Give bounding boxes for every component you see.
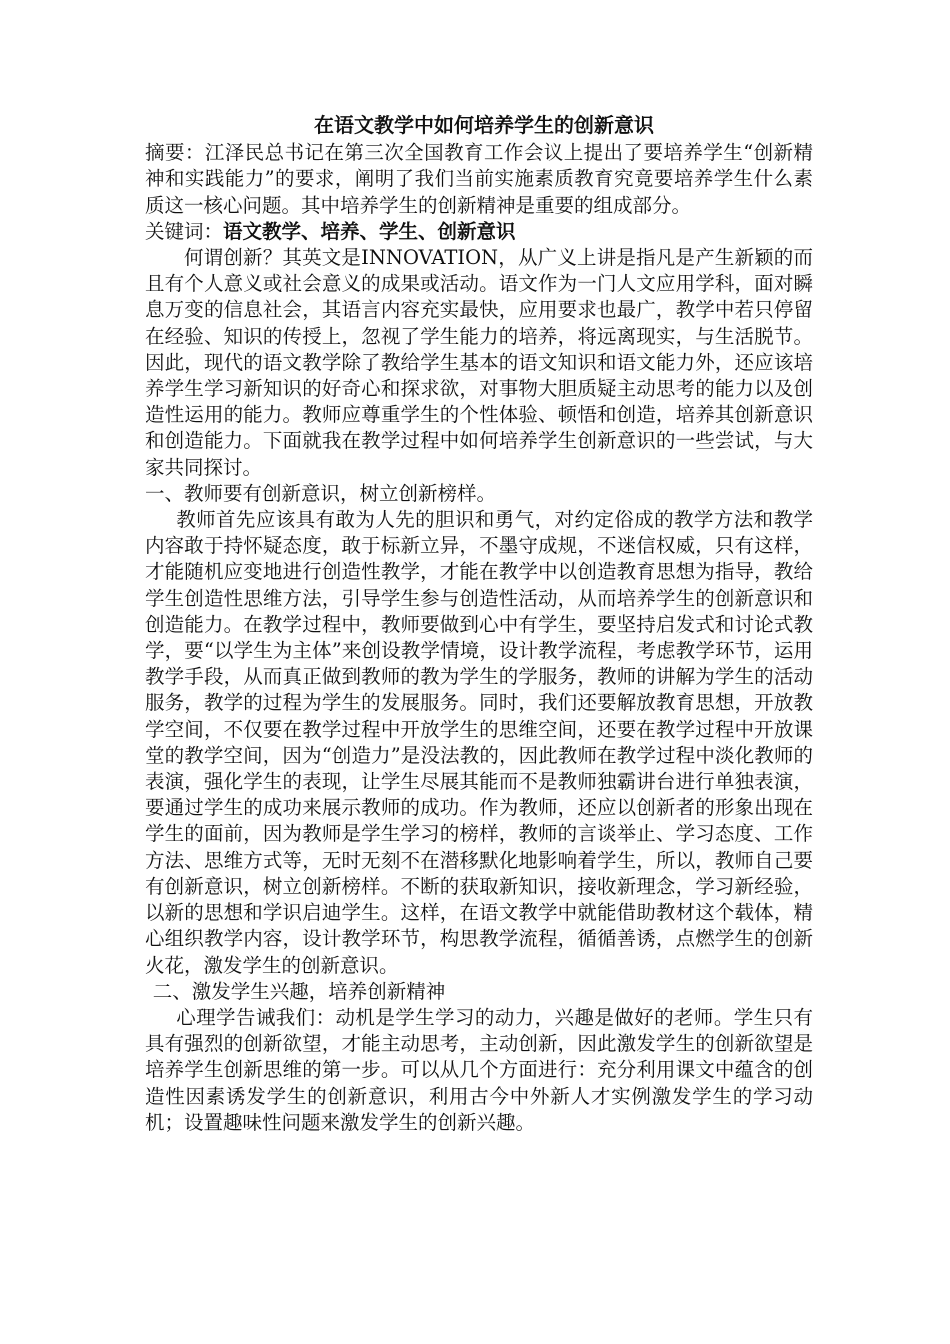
keywords-line — [145, 219, 813, 245]
document-page — [145, 112, 813, 1136]
intro-paragraph: 何谓创新？其英文是INNOVATION，从广义上讲是指凡是产生新颖的而且有个人意义或社会意义的成果或活动。语文作为一门人文应用学科，面对瞬息万变的信息社会，其语言内容充实最快，应用要求也最广，教学中若只停留在经验、知识的传授上，忽视了学生能力的培养，将远离现实，与生活脱节。因此，现代的语文教学除了教给学生基本的语文知识和语文能力外，还应该培养学生学习新知识的好奇心和探求欲，对事物大胆质疑主动思考的能力以及创造性运用的能力。教师应尊重学生的个性体验、顿悟和创造，培养其创新意识和创造能力。下面就我在教学过程中如何培养学生创新意识的一些尝试，与大家共同探讨。 — [145, 246, 813, 479]
document-title: 在语文教学中如何培养学生的创新意识 — [314, 113, 654, 137]
section2-heading: 二、激发学生兴趣，培养创新精神 — [152, 979, 446, 1003]
section1-body: 教师首先应该具有敢为人先的胆识和勇气，对约定俗成的教学方法和教学内容敢于持怀疑态度，敢于标新立异，不墨守成规，不迷信权威，只有这样，才能随机应变地进行创造性教学，才能在教学中以创造教育思想为指导，教给学生创造性思维方法，引导学生参与创造性活动，从而培养学生的创新意识和创造能力。在教学过程中，教师要做到心中有学生，要坚持启发式和讨论式教学，要“以学生为主体”来创设教学情境，设计教学流程，考虑教学环节，运用教学手段，从而真正做到教师的教为学生的学服务，教师的讲解为学生的活动服务，教学的过程为学生的发展服务。同时，我们还要解放教育思想，开放教学空间，不仅要在教学过程中开放学生的思维空间，还要在教学过程中开放课堂的教学空间，因为“创造力”是没法教的，因此教师在教学过程中淡化教师的表演，强化学生的表现，让学生尽展其能而不是教师独霸讲台进行单独表演，要通过学生的成功来展示教师的成功。作为教师，还应以创新者的形象出现在学生的面前，因为教师是学生学习的榜样，教师的言谈举止、学习态度、工作方法、思维方式等，无时无刻不在潜移默化地影响着学生，所以，教师自己要有创新意识，树立创新榜样。不断的获取新知识，接收新理念，学习新经验，以新的思想和学识启迪学生。这样，在语文教学中就能借助教材这个载体，精心组织教学内容，设计教学环节，构思教学流程，循循善诱，点燃学生的创新火花，激发学生的创新意识。 — [145, 508, 813, 977]
keywords-label: 关键词： — [145, 219, 224, 243]
section2-body: 心理学告诫我们：动机是学生学习的动力，兴趣是做好的老师。学生只有具有强烈的创新欲望，才能主动思考，主动创新，因此激发学生的创新欲望是培养学生创新思维的第一步。可以从几个方面进行：充分利用课文中蕴含的创造性因素诱发学生的创新意识，利用古今中外新人才实例激发学生的学习动机；设置趣味性问题来激发学生的创新兴趣。 — [145, 1005, 813, 1134]
keywords-value: 语文教学、培养、学生、创新意识 — [223, 219, 516, 243]
section1-heading: 一、教师要有创新意识，树立创新榜样。 — [145, 481, 497, 505]
abstract-paragraph: 摘要：江泽民总书记在第三次全国教育工作会议上提出了要培养学生“创新精神和实践能力”的要求，阐明了我们当前实施素质教育究竟要培养学生什么素质这一核心问题。其中培养学生的创新精神是重要的组成部分。 — [145, 141, 813, 217]
